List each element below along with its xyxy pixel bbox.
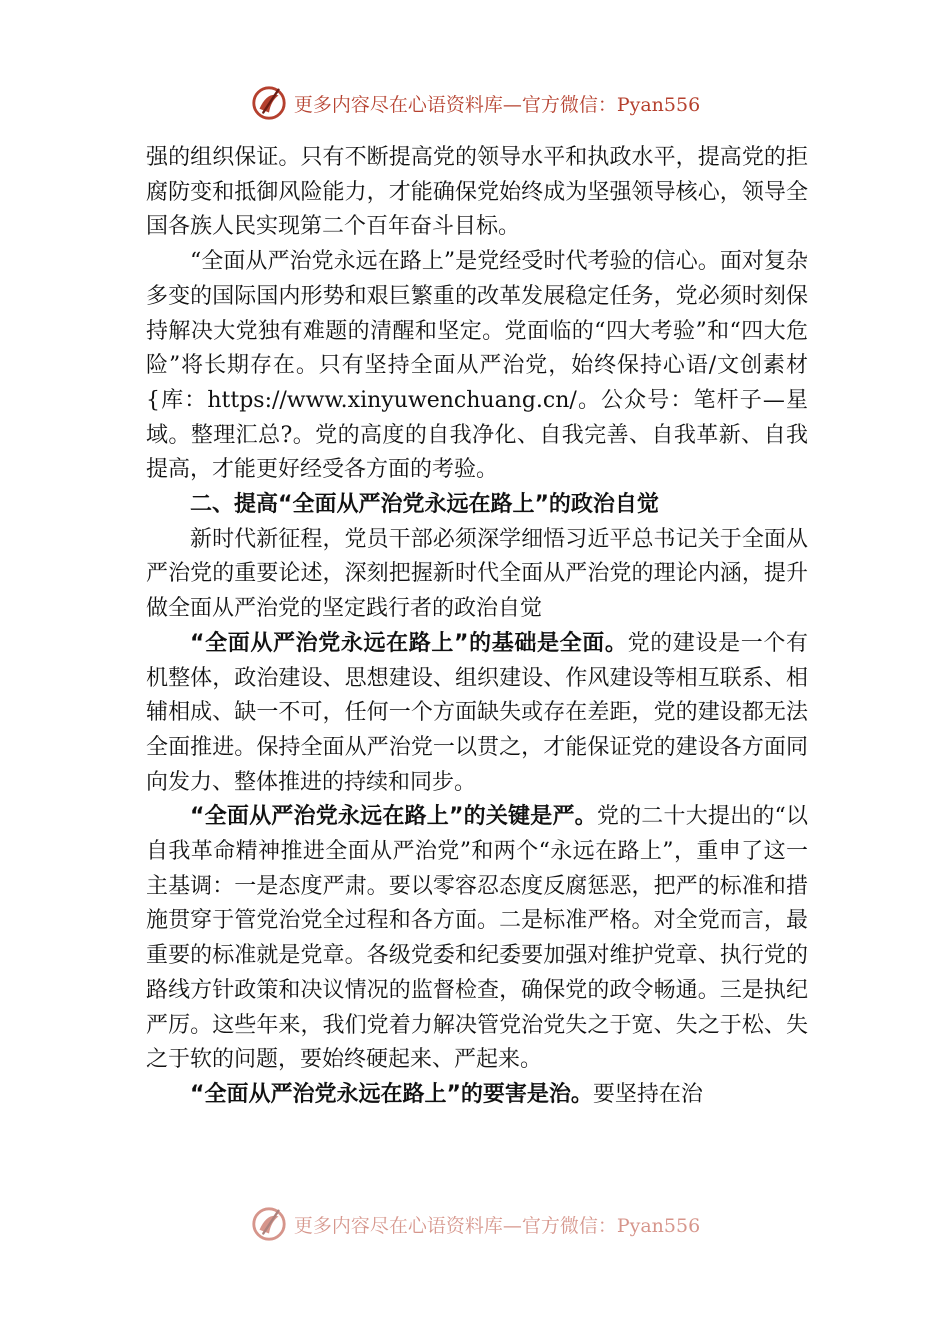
footer-banner-text: 更多内容尽在心语资料库—官方微信：Pyan556 xyxy=(293,1214,701,1237)
header-watermark-banner xyxy=(0,83,950,123)
paragraph-6-lead: “全面从严治党永远在路上”的要害是治。 xyxy=(190,1081,593,1107)
paragraph-5-lead: “全面从严治党永远在路上”的关键是严。 xyxy=(190,804,597,830)
paragraph-5-body: 党的二十大提出的“以自我革命精神推进全面从严治党”和两个“永远在路上”，重申了这一主基调：一是态度严肃。要以零容忍态度反腐惩恶，把严的标准和措施贯穿于管党治党全过程和各方面。二是标准严格。对全党而言，最重要的标准就是党章。各级党委和纪委要加强对维护党章、执行党的路线方针政策和决议情况的监督检查，确保党的政令畅通。三是执纪严厉。这些年来，我们党着力解决管党治党失之于宽、失之于松、失之于软的问题，要始终硬起来、严起来。 xyxy=(146,804,808,1073)
header-banner-text: 更多内容尽在心语资料库—官方微信：Pyan556 xyxy=(293,93,701,116)
footer-watermark-banner xyxy=(0,1204,950,1244)
document-body xyxy=(146,141,808,1113)
brand-logo-icon xyxy=(250,84,288,122)
paragraph-2: “全面从严治党永远在路上”是党经受时代考验的信心。面对复杂多变的国际国内形势和艰巨繁重的改革发展稳定任务，党必须时刻保持解决大党独有难题的清醒和坚定。党面临的“四大考验”和“四大危险”将长期存在。只有坚持全面从严治党，始终保持心语/文创素材{库：https://www.xinyuwenchuang.cn/。公众号：笔杆子—星域。整理汇总?。党的高度的自我净化、自我完善、自我革新、自我提高，才能更好经受各方面的考验。 xyxy=(146,249,808,483)
section-heading: 二、提高“全面从严治党永远在路上”的政治自觉 xyxy=(190,492,659,518)
paragraph-4-body: 党的建设是一个有机整体，政治建设、思想建设、组织建设、作风建设等相互联系、相辅相成、缺一不可，任何一个方面缺失或存在差距，党的建设都无法全面推进。保持全面从严治党一以贯之，才能保证党的建设各方面同向发力、整体推进的持续和同步。 xyxy=(146,630,808,795)
paragraph-3: 新时代新征程，党员干部必须深学细悟习近平总书记关于全面从严治党的重要论述，深刻把握新时代全面从严治党的理论内涵，提升做全面从严治党的坚定践行者的政治自觉 xyxy=(146,526,808,622)
paragraph-5 xyxy=(146,800,808,1078)
paragraph-1: 强的组织保证。只有不断提高党的领导水平和执政水平，提高党的拒腐防变和抵御风险能力，才能确保党始终成为坚强领导核心，领导全国各族人民实现第二个百年奋斗目标。 xyxy=(146,145,808,240)
paragraph-4 xyxy=(146,627,808,801)
paragraph-4-lead: “全面从严治党永远在路上”的基础是全面。 xyxy=(190,630,628,656)
paragraph-6-body: 要坚持在治 xyxy=(592,1081,703,1107)
paragraph-6 xyxy=(146,1078,808,1113)
brand-logo-icon xyxy=(250,1205,288,1243)
